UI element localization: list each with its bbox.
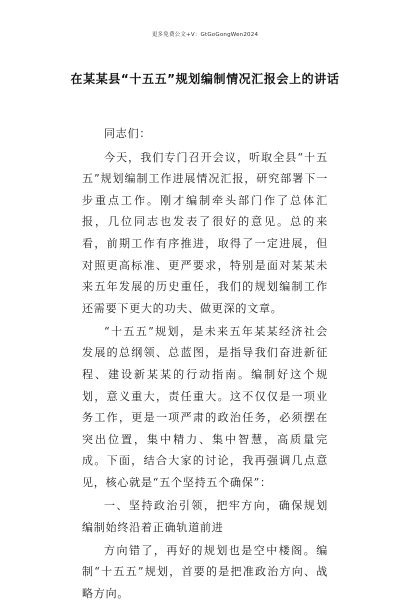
document-body: [82, 123, 328, 605]
paragraph-direction: 方向错了，再好的规划也是空中楼阁。编制“十五五”规划，首要的是把准政治方向、战略方向。: [82, 543, 328, 600]
header-note: 更多免费公文+V：GtGoGongWen2024: [151, 32, 259, 38]
section-heading-1: 一、坚持政治引领，把牢方向，确保规划编制始终沿着正确轨道前进: [82, 499, 328, 534]
document-title: 在某某县“十五五”规划编制情况汇报会上的讲话: [70, 72, 340, 86]
paragraph-significance: “十五五”规划，是未来五年某某经济社会发展的总纲领、总蓝图，是指导我们奋进新征程、建设新某某的行动指南。编制好这个规划，意义重大，责任重大。这不仅仅是一项业务工作，更是一项严肃的政治任务，必须摆在突出位置，集中精力、集中智慧，高质量完成。下面，结合大家的讨论，我再强调几点意见，核心就是“五个坚持五个确保”：: [82, 324, 328, 489]
paragraph-intro: 今天，我们专门召开会议，听取全县“十五五”规划编制工作进展情况汇报，研究部署下一步重点工作。刚才编制牵头部门作了总体汇报，几位同志也发表了很好的意见。总的来看，前期工作有序推进，取得了一定进展，但对照更高标准、更严要求，特别是面对某某未来五年发展的历史重任，我们的规划编制工作还需要下更大的功夫、做更深的文章。: [82, 150, 328, 315]
salutation: 同志们：: [104, 127, 152, 140]
